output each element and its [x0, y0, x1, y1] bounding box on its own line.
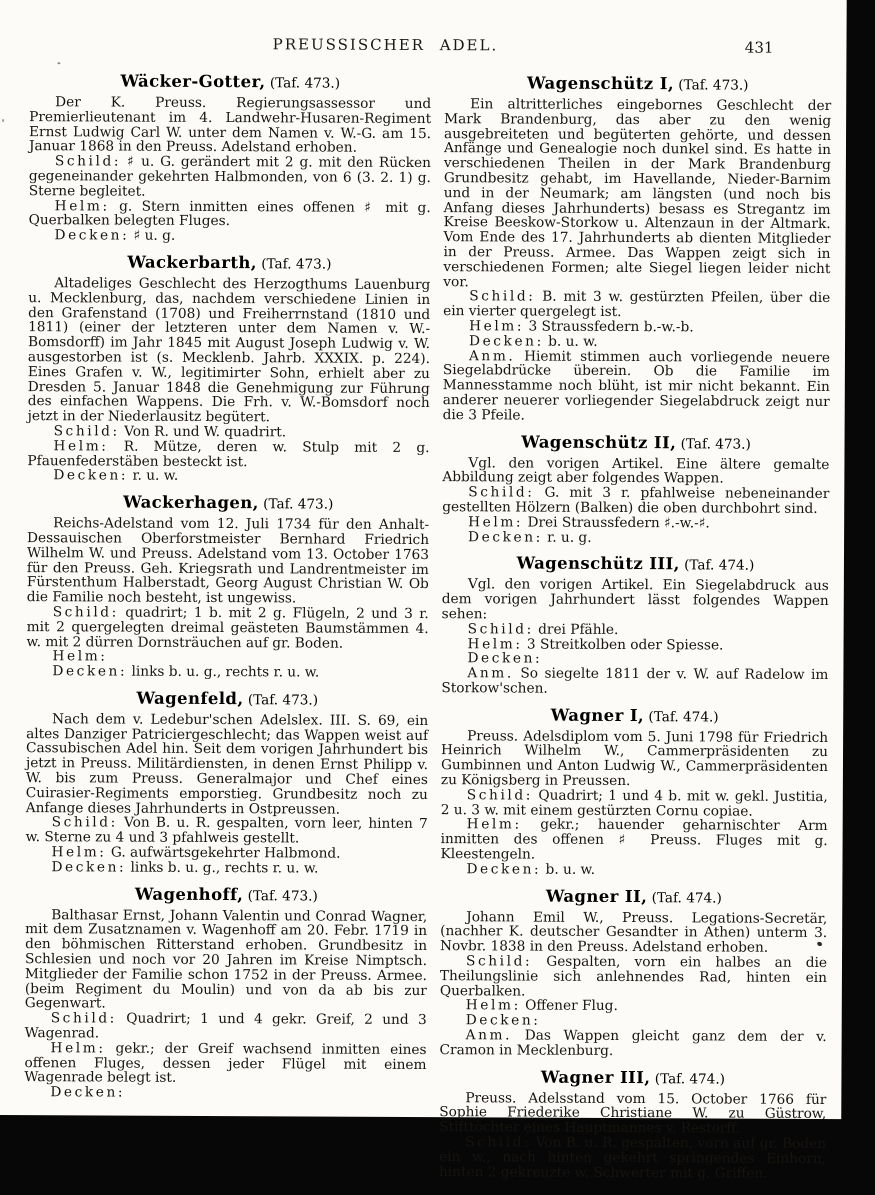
paragraph-anm: Anm. Das Wappen gleicht ganz dem der v. Cramon in Mecklenburg. — [439, 1027, 827, 1059]
entry-w-cker-gotter — [29, 71, 432, 245]
paragraph-text: Balthasar Ernst, Johann Valentin und Conrad Wagner, mit dem Zusatznamen v. Wagenhoff am 20. Febr. 1719 in den böhmischen Ritterstand erhoben. Grundbesitz in Schlesien und noch vor 20 Jahren im Kreise Nimptsch. Mitglieder der Familie schon 1752 in der Preuss. Armee. (beim Regiment du Moulin) und von da ab bis zur Gegenwart. — [24, 906, 428, 1012]
entry-heading — [442, 553, 829, 576]
entry-heading — [442, 432, 829, 455]
running-header — [29, 34, 831, 64]
paragraph-schild: Schild: ♯ u. G. gerändert mit 2 g. mit den Rücken gegeneinander gekehrten Halbmonden, von 6 (3. 2. 1) g. Sterne begleitet. — [28, 153, 431, 200]
paragraph-label: Schild: — [469, 288, 536, 305]
paragraph-text: Ein altritterliches eingebornes Geschlecht der Mark Brandenburg, das aber zu den wenig ausgebreiteten und begüterten gehörte, und dessen Anfänge und Genealogie noch dunkel sind. Es hatte in verschiedenen Theilen in der Mark Brandenburg Grundbesitz gehabt, im Havellande, Nieder-Barnim und in der Neumark; am längsten (und noch bis Anfang dieses Jahrhunderts) besass es Stregantz im Kreise Beeskow-Storkow u. Altenzaun in der Altmark. Vom Ende des 17. Jahrhunderts ab dienten Mitglieder in der Preuss. Armee. Das Wappen zeigt sich in verschiedenen Formen; alte Siegel liegen leider nicht vor. — [443, 96, 832, 290]
paragraph-schild: Schild: Quadrirt; 1 und 4 b. mit w. gekl. Justitia, 2 u. 3 w. mit einem gestürzten Cornu copiae. — [440, 787, 828, 820]
paragraph-decken: Decken: ♯ u. g. — [54, 227, 176, 244]
paragraph-helm: Helm: R. Mütze, deren w. Stulp mit 2 g. Pfauenfederstäben besteckt ist. — [27, 437, 430, 470]
paragraph-label: Helm: — [469, 318, 525, 335]
entry-heading — [27, 492, 429, 515]
paragraph-label: Decken: — [465, 1012, 541, 1029]
paragraph-label: Decken: — [469, 332, 544, 350]
paragraph-text: Preuss. Adelsstand vom 15. October 1766 für Sophie Friederike Christiane W. zu Güstrow, Stifttöchter eines Hauptmannes v. Restorff. — [439, 1089, 827, 1137]
paragraph-label: Helm: — [468, 513, 524, 531]
entry-name: Wackerhagen, — [123, 492, 259, 513]
paragraph-label: Helm: — [465, 997, 521, 1014]
paragraph-schild: Schild: drei Pfähle. — [467, 620, 619, 638]
paragraph-decken: Decken: r. u. g. — [468, 528, 592, 546]
entry-name: Wackerbarth, — [127, 252, 257, 273]
paragraph-label: Helm: — [53, 437, 109, 455]
entry-taf-reference: (Taf. 473.) — [673, 77, 749, 94]
entry-heading — [28, 252, 430, 275]
paragraph-label: Anm. — [467, 665, 514, 682]
paragraph-label: Decken: — [54, 227, 130, 244]
paragraph-label: Decken: — [52, 663, 128, 680]
entry-wagensch-tz-i — [443, 73, 832, 424]
paragraph-label: Helm: — [466, 816, 522, 833]
paragraph-label: Schild: — [466, 787, 534, 804]
paragraph-schild: Schild: Quadrirt; 1 und 4 gekr. Greif, 2 und 3 Wagenrad. — [24, 1010, 427, 1042]
paragraph-label: Anm. — [465, 1027, 513, 1044]
left-column — [24, 68, 431, 1179]
right-column — [439, 70, 831, 1181]
paragraph-anm: Anm. So siegelte 1811 der v. W. auf Radelow im Storkow'schen. — [441, 665, 829, 697]
paragraph-text: Reichs-Adelstand vom 12. Juli 1734 für den Anhalt-Dessauischen Oberforstmeister Bernhard Friedrich Wilhelm W. und Preuss. Adelstand vom 13. October 1763 für den Preuss. Geh. Kriegsrath und Landrentmeister im Fürstenthum Halberstadt, Georg August Christian W. Ob die Familie noch besteht, ist ungewiss. — [26, 515, 430, 607]
entry-taf-reference: (Taf. 473.) — [243, 692, 319, 709]
entry-name: Wagner III, — [540, 1067, 651, 1087]
entry-taf-reference: (Taf. 473.) — [258, 496, 334, 513]
entry-wagenfeld — [25, 688, 428, 877]
paragraph-label: Schild: — [467, 620, 534, 638]
paragraph-text: Johann Emil W., Preuss. Legations-Secretär, (nachher K. deutscher Gesandter in Athen) unterm 3. Novbr. 1838 in den Preuss. Adelstand erhoben. — [440, 908, 828, 956]
scan-speck — [57, 62, 60, 64]
paragraph-label: Schild: — [51, 814, 118, 832]
paragraph-label: Decken: — [466, 861, 542, 878]
paragraph-helm: Helm: 3 Straussfedern b.-w.-b. — [469, 318, 694, 336]
paragraph-text: Nach dem v. Ledebur'schen Adelslex. III. S. 69, ein altes Danziger Patriciergeschlecht; das Wappen weist auf Cassubischen Adel hin. Seit dem vorigen Jahrhundert bis jetzt in Preuss. Militärdiensten, in denen Ernst Philipp v. W. bis zum Preuss. Generalmajor und Chef eines Cuirasier-Regiments emporstieg. Grundbesitz noch zu Anfange dieses Jahrhunderts in Ostpreussen. — [25, 711, 429, 818]
paragraph-label: Schild: — [465, 1134, 532, 1151]
entry-heading — [29, 71, 431, 94]
entry-name: Wagenfeld, — [136, 688, 244, 709]
paragraph-schild: Schild: G. mit 3 r. pfahlweise nebeneinander gestellten Hölzern (Balken) die oben durchbohrt sind. — [442, 484, 830, 517]
paragraph-label: Helm: — [50, 1040, 106, 1057]
entry-name: Wagenschütz II, — [521, 432, 677, 452]
entry-heading — [440, 886, 827, 909]
paragraph-helm: Helm: Offener Flug. — [465, 997, 618, 1015]
entry-name: Wagenschütz I, — [527, 73, 675, 94]
entry-wagner-i — [440, 705, 828, 879]
page-content — [24, 34, 832, 1181]
paragraph-decken: Decken: links b. u. g., rechts r. u. w. — [51, 859, 319, 877]
entry-taf-reference: (Taf. 474.) — [644, 708, 719, 726]
paragraph-decken: Decken: r. u. w. — [53, 467, 179, 485]
entry-heading — [26, 688, 428, 711]
entry-heading — [439, 1067, 826, 1090]
entry-heading — [25, 884, 427, 907]
paragraph-text: Altadeliges Geschlecht des Herzogthums Lauenburg u. Mecklenburg, das, nachdem verschiedene Linien in den Grafenstand (1708) und Freiherrnstand (1810 und 1811) (einer der letzteren unter dem Namen v. W.-Bomsdorff) im Jahr 1845 mit August Joseph Ludwig v. W. ausgestorben ist (s. Mecklenb. Jahrb. XXXIX. p. 224). Eines Grafen v. W., legitimirter Sohn, erhielt aber zu Dresden 5. Januar 1848 die Genehmigung zur Führung des einfachen Wappens. Die Frh. v. W.-Bomsdorf noch jetzt in der Niederlausitz begütert. — [27, 275, 431, 426]
paragraph-label: Schild: — [50, 1010, 117, 1027]
entry-wackerbarth — [27, 252, 430, 485]
paragraph-decken — [24, 1085, 426, 1102]
paragraph-text: Preuss. Adelsdiplom vom 5. Juni 1798 für Friedrich Heinrich Wilhelm W., Cammerpräsidenten zu Gumbinnen und Anton Ludwig W., Cammerpräsidenten zu Königsberg in Preussen. — [440, 727, 829, 790]
paragraph-decken: Decken: links b. u. g., rechts r. u. w. — [52, 663, 320, 681]
entry-heading — [444, 73, 831, 96]
paragraph-label: Decken: — [51, 859, 127, 876]
entry-taf-reference: (Taf. 473.) — [256, 256, 332, 273]
paragraph-label: Helm: — [467, 635, 523, 653]
paragraph-schild: Schild: B. mit 3 w. gestürzten Pfeilen, über die ein vierter quergelegt ist. — [443, 288, 831, 321]
paragraph-label: Helm: — [52, 648, 108, 665]
paragraph-label: Decken: — [53, 467, 129, 484]
entry-taf-reference: (Taf. 474.) — [679, 557, 755, 574]
paragraph-helm: Helm: Drei Straussfedern ♯.-w.-♯. — [468, 513, 710, 532]
entry-wagensch-tz-iii — [441, 553, 829, 697]
two-column-layout — [24, 68, 831, 1181]
paragraph-helm: Helm: G. aufwärtsgekehrter Halbmond. — [51, 844, 341, 862]
paragraph-text: Vgl. den vorigen Artikel. Ein Siegelabdruck aus dem vorigen Jahrhundert lässt folgendes Wappen sehen: — [441, 576, 829, 623]
entry-taf-reference: (Taf. 473.) — [265, 75, 341, 92]
paragraph-label: Helm: — [54, 197, 110, 215]
paragraph-text: Vgl. den vorigen Artikel. Eine ältere gemalte Abbildung zeigt aber folgendes Wappen. — [442, 454, 830, 487]
paragraph-label: Decken: — [468, 528, 543, 546]
paragraph-helm: Helm: g. Stern inmitten eines offenen ♯ mit g. Querbalken belegten Fluges. — [28, 197, 431, 230]
paragraph-label: Schild: — [468, 484, 535, 501]
entry-wagner-iii — [439, 1067, 827, 1182]
paragraph-schild: Schild: Von B. u. R. gespalten, vorn auf gr. Boden ein w., nach hinten gekehrt springendes Einhorn, hinten 2 gekreuzte w. Schwerter mit g. Griffen. — [438, 1134, 827, 1182]
entry-name: Wagner II, — [545, 886, 648, 906]
paragraph-helm: Helm: gekr.; hauender geharnischter Arm inmitten des offenen ♯ Preuss. Fluges mit g. Kleestengeln. — [440, 816, 828, 863]
paragraph-schild: Schild: Von R. und W. quadrirt. — [53, 423, 287, 441]
page-number: 431 — [744, 38, 774, 57]
paragraph-label: Decken: — [50, 1084, 126, 1101]
paragraph-decken: Decken: b. u. w. — [469, 332, 598, 350]
scan-speck — [2, 119, 4, 122]
paragraph-label: Decken: — [467, 650, 543, 667]
paragraph-text: Der K. Preuss. Regierungsassessor und Premierlieutenant im 4. Landwehr-Husaren-Regiment Ernst Ludwig Carl W. unter dem Namen v. W.-G. am 15. Januar 1868 in den Preuss. Adelstand erhoben. — [28, 94, 432, 157]
entry-wagenhoff — [24, 884, 427, 1102]
entry-name: Wäcker-Gotter, — [120, 71, 266, 92]
paragraph-anm: Anm. Hiemit stimmen auch vorliegende neuere Siegelabdrücke überein. Ob die Familie im Mannesstamme noch blüht, ist mir nicht bekannt. Ein anderer neuerer vorliegender Siegelabdruck zeigt nur die 3 Pfeile. — [442, 347, 831, 424]
entry-name: Wagenschütz III, — [516, 553, 680, 574]
paragraph-schild: Schild: quadrirt; 1 b. mit 2 g. Flügeln, 2 und 3 r. mit 2 quergelegten dreimal geästeten Baumstämmen 4. w. mit 2 dürren Dornsträuchen auf gr. Boden. — [26, 604, 429, 652]
entry-taf-reference: (Taf. 474.) — [650, 1070, 726, 1088]
paragraph-label: Schild: — [52, 604, 119, 621]
paragraph-label: Helm: — [51, 844, 107, 861]
paragraph-label: Schild: — [54, 153, 122, 170]
entry-wagensch-tz-ii — [442, 432, 830, 547]
paragraph-helm: Helm: gekr.; der Greif wachsend inmitten eines offenen Fluges, dessen jeder Flügel mit einem Wagenrade belegt ist. — [24, 1040, 427, 1087]
paragraph-helm: Helm: 3 Streitkolben oder Spiesse. — [467, 635, 724, 653]
paragraph-decken: Decken: b. u. w. — [466, 861, 596, 878]
entry-taf-reference: (Taf. 474.) — [647, 889, 722, 907]
entry-wagner-ii — [440, 886, 828, 1060]
paragraph-label: Schild: — [53, 423, 120, 440]
entry-name: Wagner I, — [550, 705, 645, 725]
paragraph-label: Anm. — [468, 347, 516, 365]
page-title: PREUSSISCHER ADEL. — [272, 35, 499, 55]
paragraph-label: Schild: — [465, 953, 533, 970]
entry-taf-reference: (Taf. 473.) — [243, 887, 318, 905]
entry-heading — [441, 705, 828, 728]
paragraph-schild: Schild: Von B. u. R. gespalten, vorn leer, hinten 7 w. Sterne zu 4 und 3 pfahlweis gestellt. — [25, 814, 428, 847]
entry-taf-reference: (Taf. 473.) — [676, 435, 751, 453]
entry-name: Wagenhoff, — [134, 884, 244, 904]
entry-wackerhagen — [26, 492, 429, 681]
paragraph-schild: Schild: Gespalten, vorn ein halbes an die Theilungslinie sich anlehnendes Rad, hinten ein Querbalken. — [439, 953, 828, 1000]
